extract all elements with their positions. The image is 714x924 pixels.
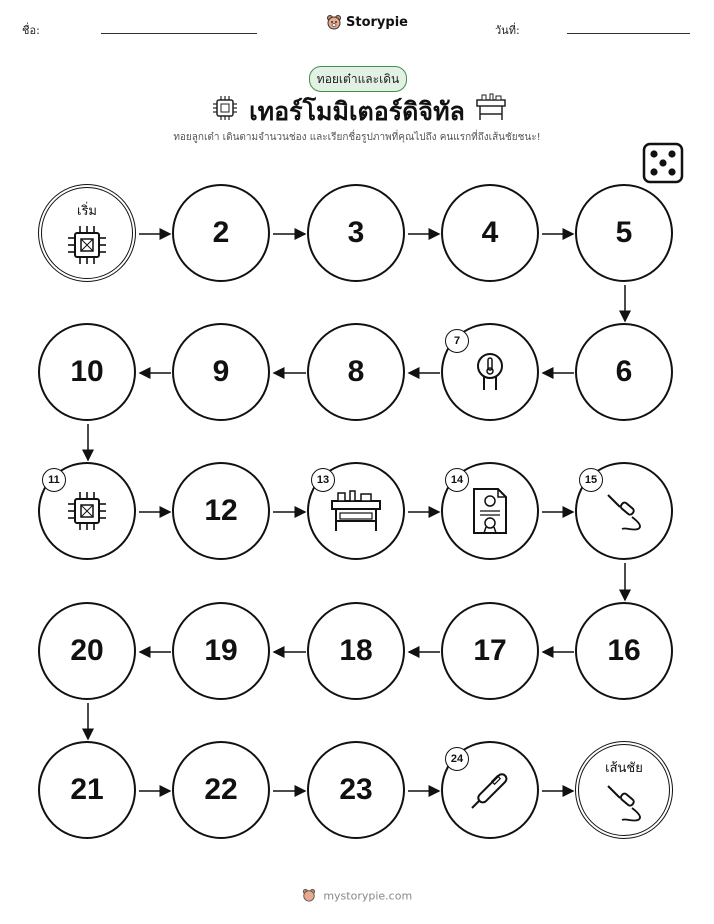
finish-label: เส้นชัย — [605, 760, 643, 776]
microchip-icon — [65, 489, 109, 533]
board-space-9 — [172, 323, 270, 421]
space-number: 18 — [339, 634, 373, 667]
page-title: เทอร์โมมิเตอร์ดิจิทัล — [249, 97, 465, 126]
space-number: 17 — [473, 634, 507, 667]
board-space-16 — [575, 602, 673, 700]
start-label: เริ่ม — [77, 203, 97, 219]
board-space-22 — [172, 741, 270, 839]
board-space-12 — [172, 462, 270, 560]
space-number: 22 — [204, 773, 238, 806]
space-number: 8 — [347, 355, 365, 388]
board-space-8 — [307, 323, 405, 421]
footer — [0, 888, 714, 905]
space-number: 10 — [70, 355, 104, 388]
date-label: วันที่: — [495, 24, 520, 37]
space-number: 12 — [204, 494, 238, 527]
board-space-23 — [307, 741, 405, 839]
space-number: 16 — [607, 634, 641, 667]
board-space-2 — [172, 184, 270, 282]
space-number-badge: 15 — [579, 468, 603, 492]
board-space-18 — [307, 602, 405, 700]
space-number: 4 — [481, 216, 499, 249]
space-number: 19 — [204, 634, 238, 667]
board-space-3 — [307, 184, 405, 282]
board-space-19 — [172, 602, 270, 700]
board-space-20 — [38, 602, 136, 700]
space-number: 5 — [615, 216, 633, 249]
space-number: 2 — [212, 216, 230, 249]
start-space — [38, 184, 136, 282]
board-space-21 — [38, 741, 136, 839]
space-number: 21 — [70, 773, 104, 806]
bear-footer-icon — [302, 888, 316, 905]
soldering-iron-icon — [602, 780, 646, 824]
board-space-17 — [441, 602, 539, 700]
space-number: 9 — [212, 355, 230, 388]
space-number: 3 — [347, 216, 365, 249]
space-number: 20 — [70, 634, 104, 667]
brand-name: Storypie — [346, 14, 408, 30]
board-space-10 — [38, 323, 136, 421]
workbench-icon — [328, 489, 384, 533]
certificate-icon — [470, 487, 510, 535]
board-space-6 — [575, 323, 673, 421]
space-number-badge: 24 — [445, 747, 469, 771]
board-space-4 — [441, 184, 539, 282]
space-number: 23 — [339, 773, 373, 806]
space-number-badge: 7 — [445, 329, 469, 353]
thermometer-icon — [466, 766, 514, 814]
name-label: ชื่อ: — [22, 24, 40, 37]
thermistor-icon — [470, 350, 510, 394]
space-number: 6 — [615, 355, 633, 388]
instructions: ทอยลูกเต๋า เดินตามจำนวนช่อง และเรียกชื่อรูปภาพที่คุณไปถึง คนแรกที่ถึงเส้นชัยชนะ! — [173, 132, 541, 143]
space-number-badge: 11 — [42, 468, 66, 492]
microchip-icon — [65, 223, 109, 267]
space-number-badge: 14 — [445, 468, 469, 492]
game-type-tag: ทอยเต๋าและเดิน — [309, 66, 407, 92]
board-space-5 — [575, 184, 673, 282]
footer-url: mystorypie.com — [323, 889, 413, 903]
soldering-iron-icon — [602, 489, 646, 533]
space-number-badge: 13 — [311, 468, 335, 492]
finish-space — [575, 741, 673, 839]
